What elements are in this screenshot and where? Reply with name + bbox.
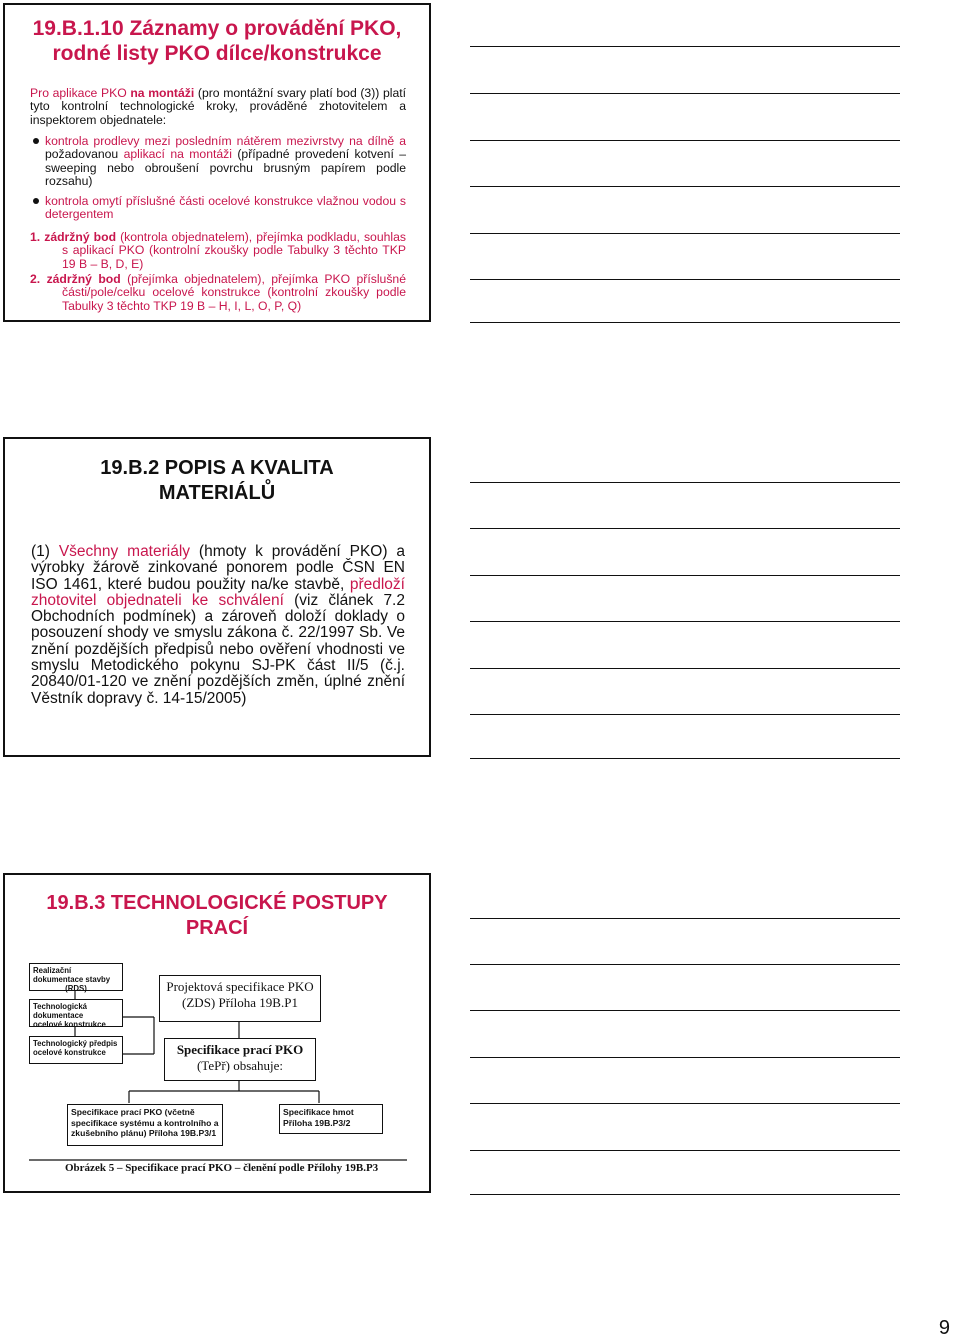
bullet1-part-a: kontrola prodlevy mezi posledním nátěrem mezivrstvy na dílně a bbox=[45, 134, 406, 148]
note-line bbox=[470, 93, 900, 94]
p-part-d: předloží zhotovitel objednateli ke schválení bbox=[31, 575, 405, 609]
point2-bold: zádržný bod bbox=[46, 272, 121, 286]
point1-num: 1. bbox=[30, 230, 45, 244]
diagram-caption: Obrázek 5 – Specifikace prací PKO – členění podle Přílohy 19B.P3 bbox=[65, 1162, 379, 1174]
box-projektova-specifikace bbox=[159, 975, 321, 1022]
slide-3-title-line2: PRACÍ bbox=[185, 917, 249, 939]
p-part-c: (hmoty k provádění PKO) a výrobky žárově zinkované ponorem podle ČSN EN ISO 1461, které budou použity na/ke stavbě, bbox=[31, 543, 406, 593]
note-line bbox=[470, 575, 900, 576]
p-part-b: Všechny materiály bbox=[58, 543, 191, 560]
box-rds-line2: (RDS) bbox=[65, 984, 87, 993]
box-left-line3: zkušebního plánu) Příloha 19B.P3/1 bbox=[71, 1128, 217, 1138]
box-left-line2: specifikace systému a kontrolního a bbox=[71, 1117, 219, 1128]
point1-bold: zádržný bod bbox=[44, 230, 117, 244]
note-line bbox=[470, 322, 900, 323]
note-line bbox=[470, 714, 900, 715]
note-line bbox=[470, 964, 900, 965]
note-line bbox=[470, 758, 900, 759]
box-specifikace-hmot bbox=[279, 1104, 383, 1134]
box-right-line2: Příloha 19B.P3/2 bbox=[283, 1117, 351, 1128]
slide-1-intro bbox=[30, 87, 406, 127]
slide-1-bullet-2 bbox=[45, 195, 406, 222]
box-tech-line1: Technologická dokumentace bbox=[33, 1002, 88, 1020]
box-spec-line2: (TePř) obsahuje: bbox=[196, 1058, 284, 1073]
box-tech-predpis bbox=[29, 1036, 123, 1064]
slide-2 bbox=[3, 437, 431, 757]
point1-text: (kontrola objednatelem), přejímka podkladu, souhlas s aplikací PKO (kontrolní zkoušky podle Tabulky 3 těchto TKP 19 B – B, D, E) bbox=[62, 230, 406, 271]
note-line bbox=[470, 482, 900, 483]
slide-1-title-line2: rodné listy PKO dílce/konstrukce bbox=[52, 42, 382, 65]
slide-1-point-1 bbox=[30, 231, 406, 271]
slide-1-title-line1: 19.B.1.10 Záznamy o provádění PKO, bbox=[32, 17, 402, 40]
slide-1-point-2 bbox=[30, 273, 406, 313]
page-number: 9 bbox=[938, 1317, 950, 1339]
intro-part-b: na montáži bbox=[130, 86, 195, 100]
p-part-a: (1) bbox=[31, 543, 59, 560]
bullet-dot-icon bbox=[33, 198, 39, 204]
box-specifikace-praci-pko bbox=[67, 1104, 223, 1146]
note-line bbox=[470, 1057, 900, 1058]
slide-1-title bbox=[5, 16, 429, 66]
note-line bbox=[470, 621, 900, 622]
process-diagram bbox=[29, 963, 407, 1178]
slide-2-paragraph bbox=[31, 544, 405, 707]
box-techpko-line1: Technologický předpis bbox=[33, 1039, 118, 1048]
note-line bbox=[470, 1194, 900, 1195]
note-line bbox=[470, 233, 900, 234]
bullet1-part-c: aplikací na montáži bbox=[123, 147, 232, 162]
slide-1-bullet-1 bbox=[45, 135, 406, 189]
bullet-dot-icon bbox=[33, 138, 39, 144]
slide-1 bbox=[3, 3, 431, 322]
note-line bbox=[470, 46, 900, 47]
note-line bbox=[470, 186, 900, 187]
box-tech-line2: ocelové konstrukce bbox=[33, 1020, 106, 1029]
box-tech-doc bbox=[29, 999, 123, 1027]
slide-2-title-line1: 19.B.2 POPIS A KVALITA bbox=[100, 457, 334, 479]
box-specifikace-praci bbox=[164, 1038, 316, 1081]
bullet2-text: kontrola omytí příslušné části ocelové konstrukce vlažnou vodou s detergentem bbox=[45, 194, 406, 222]
note-line bbox=[470, 1150, 900, 1151]
intro-part-a: Pro aplikace PKO bbox=[30, 86, 131, 100]
intro-part-c: (pro montážní svary platí bod (3)) platí tyto kontrolní technologické kroky, prováděné zhotovitelem a inspektorem objednatele: bbox=[30, 86, 406, 127]
slide-3-title bbox=[5, 891, 429, 941]
point2-text: (přejímka objednatelem), přejímka PKO příslušné části/pole/celku ocelové konstrukce (kontrolní zkoušky podle Tabulky 3 těchto TKP 19 B – H, I, L, O, P, Q) bbox=[62, 272, 406, 313]
bullet1-part-d: (případné provedení kotvení – sweeping nebo obroušení povrchu brusným papírem podle rozsahu) bbox=[45, 147, 407, 189]
box-left-line1: Specifikace prací PKO (včetně bbox=[71, 1107, 195, 1117]
box-rds-line1: Realizační dokumentace stavby bbox=[33, 966, 111, 984]
slide-2-title bbox=[5, 456, 429, 506]
box-spec-line1: Specifikace prací PKO bbox=[176, 1042, 304, 1057]
box-proj-line1: Projektová specifikace PKO bbox=[166, 979, 314, 994]
note-line bbox=[470, 1103, 900, 1104]
bullet1-part-b: požadovanou bbox=[45, 147, 124, 162]
box-rds bbox=[29, 963, 123, 991]
slide-3 bbox=[3, 873, 431, 1193]
note-line bbox=[470, 1010, 900, 1011]
point2-num: 2. bbox=[30, 272, 47, 286]
note-line bbox=[470, 918, 900, 919]
note-line bbox=[470, 279, 900, 280]
note-line bbox=[470, 140, 900, 141]
note-line bbox=[470, 668, 900, 669]
slide-3-title-line1: 19.B.3 TECHNOLOGICKÉ POSTUPY bbox=[46, 892, 388, 914]
slide-2-title-line2: MATERIÁLŮ bbox=[158, 482, 276, 504]
box-right-line1: Specifikace hmot bbox=[283, 1107, 354, 1117]
note-line bbox=[470, 528, 900, 529]
box-proj-line2: (ZDS) Příloha 19B.P1 bbox=[182, 995, 298, 1010]
p-part-e: (viz článek 7.2 Obchodních podmínek) a zároveň doloží doklady o posouzení shody ve smyslu zákona č. 22/1997 Sb. Ve znění pozdějších předpisů nebo ověření vhodnosti ve smyslu Metodického pokynu SJ-PK část II/5 (č.j. 20840/01-120 ve znění pozdějších změn, úplné znění Věstník dopravy č. 14-15/2005) bbox=[31, 591, 405, 707]
box-techpko-line2: ocelové konstrukce bbox=[33, 1048, 106, 1057]
